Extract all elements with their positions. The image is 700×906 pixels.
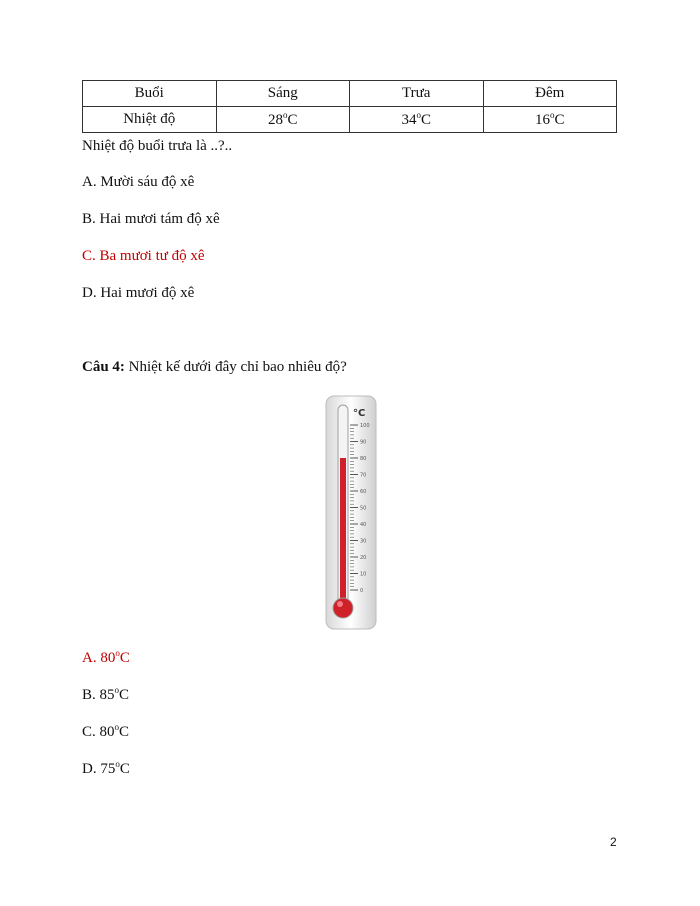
q3-option-c[interactable]: C. Ba mươi tư độ xê [82,248,205,264]
scale-label: 30 [360,538,367,545]
scale-label: 100 [360,423,370,429]
thermometer-frame [326,396,376,629]
q3-option-d[interactable]: D. Hai mươi độ xê [82,285,195,301]
q4-question [82,359,347,376]
scale-label: 10 [360,571,367,578]
scale-label: 0 [360,588,364,594]
temp-cell: 34$^o$C [350,107,484,133]
q3-prompt: Nhiệt độ buổi trưa là ..?.. [82,138,233,154]
header-cell: Sáng [216,81,350,107]
thermometer-bulb [333,598,353,618]
q3-option-a[interactable]: A. Mười sáu độ xê [82,174,195,190]
q4-option-d[interactable]: D. 75$^o$C [82,759,130,777]
scale-label: 50 [360,505,367,512]
temp-cell: 28$^o$C [216,107,350,133]
temperature-table [82,80,617,133]
q4-option-b[interactable]: B. 85$^o$C [82,685,130,703]
scale-label: 70 [360,472,367,479]
unit-label: °C [353,408,366,419]
temp-cell: 16$^o$C [483,107,617,133]
row-label: Nhiệt độ [83,107,217,133]
scale-label: 80 [360,456,367,462]
q4-option-c[interactable]: C. 80$^o$C [82,722,130,740]
scale-label: 20 [360,555,367,561]
scale-label: 40 [360,522,367,528]
header-cell: Trưa [350,81,484,107]
thermometer-image [325,395,377,631]
q4-option-a[interactable]: A. 80$^o$C [82,648,130,666]
page-number: 2 [610,835,617,849]
q4-prompt: Nhiệt kế dưới đây chỉ bao nhiêu độ? [124,359,347,375]
scale-label: 60 [360,489,367,495]
thermometer-liquid [340,458,346,605]
table-header-row [83,81,617,107]
table-row [83,107,617,133]
q3-option-b[interactable]: B. Hai mươi tám độ xê [82,211,220,227]
q4-label: Câu 4: [82,359,125,375]
scale-label: 90 [360,439,367,446]
bulb-highlight [337,601,343,607]
header-cell: Buổi [83,81,217,107]
header-cell: Đêm [483,81,617,107]
